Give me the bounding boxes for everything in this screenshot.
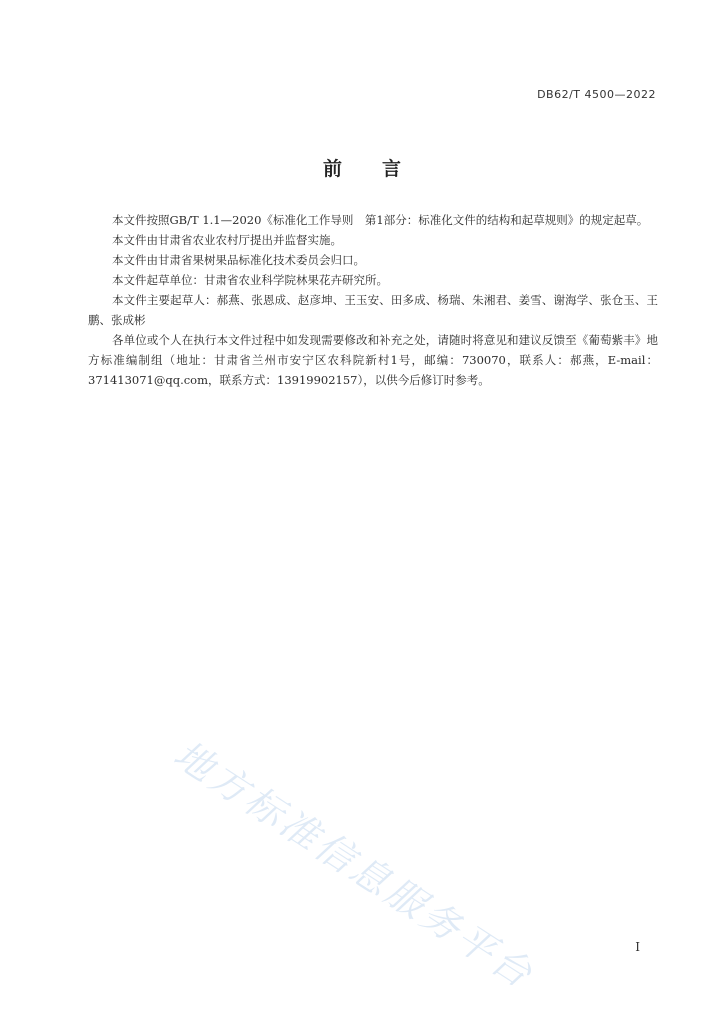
paragraph-proposer: 本文件由甘肃省农业农村厅提出并监督实施。 [112, 233, 342, 247]
page-number: I [635, 940, 640, 954]
watermark: 地方标准信息服务平台 [166, 731, 543, 998]
paragraph-feedback: 各单位或个人在执行本文件过程中如发现需要修改和补充之处，请随时将意见和建议反馈至《葡萄紫丰》地方标准编制组（地址：甘肃省兰州市安宁区农科院新村1号，邮编：730070，联系人：郝燕，E-mail：371413071@qq.com，联系方式：13919902157），以供今后修订时参考。 [88, 333, 658, 387]
paragraph-committee: 本文件由甘肃省果树果品标准化技术委员会归口。 [112, 253, 365, 267]
paragraph-drafters: 本文件主要起草人：郝燕、张恩成、赵彦坤、王玉安、田多成、杨瑞、朱湘君、姜雪、谢海学、张仓玉、王鹏、张成彬 [88, 293, 658, 327]
paragraph-drafting-unit: 本文件起草单位：甘肃省农业科学院林果花卉研究所。 [112, 273, 388, 287]
page-title: 前言 [322, 158, 441, 180]
standard-code: DB62/T 4500—2022 [537, 88, 656, 101]
foreword-body [88, 210, 658, 390]
paragraph-drafting-rules: 本文件按照GB/T 1.1—2020《标准化工作导则 第1部分：标准化文件的结构和起草规则》的规定起草。 [112, 213, 649, 227]
